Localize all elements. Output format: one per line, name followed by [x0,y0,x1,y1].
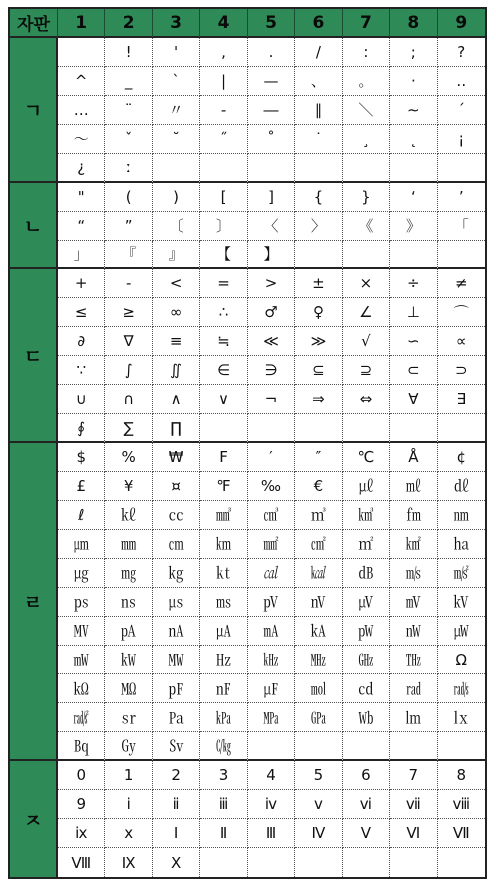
symbol-cell: ㎗ [438,472,485,501]
symbol-cell: ∨ [200,385,247,414]
symbol-cell: ＼ [343,96,390,125]
symbol-cell [343,414,390,443]
symbol-cell: ㎼ [438,617,485,646]
symbol-cell: " [58,183,105,212]
symbol-cell: % [105,443,152,472]
symbol-cell: ÷ [390,269,437,298]
symbol-cell: 『 [105,241,152,270]
symbol-cell: ㎋ [200,674,247,703]
symbol-cell: ¤ [153,472,200,501]
symbol-cell [438,732,485,761]
symbol-cell [295,154,342,183]
symbol-cell: ∝ [438,327,485,356]
symbol-cell: ㎲ [153,588,200,617]
symbol-cell: ㎚ [438,501,485,530]
symbol-cell: ㏅ [343,674,390,703]
symbol-cell: > [248,269,295,298]
symbol-cell: ¡ [438,125,485,154]
symbol-cell: ㎄ [295,617,342,646]
symbol-cell: ″ [295,443,342,472]
symbol-cell [438,848,485,877]
header-column-7: 7 [343,9,390,38]
symbol-cell: ㎢ [390,530,437,559]
symbol-cell: ∏ [153,414,200,443]
symbol-cell [438,154,485,183]
symbol-cell: ¿ [58,154,105,183]
symbol-cell: ; [390,38,437,67]
symbol-cell: ㎮ [438,674,485,703]
symbol-cell: £ [58,472,105,501]
symbol-cell: F [200,443,247,472]
symbol-cell: ℉ [200,472,247,501]
symbol-cell: ㏆ [200,732,247,761]
symbol-cell: ⊇ [343,356,390,385]
symbol-cell: ㎁ [153,617,200,646]
header-column-2: 2 [105,9,152,38]
symbol-cell: ㏖ [295,674,342,703]
symbol-cell: 〔 [153,212,200,241]
symbol-cell: “ [58,212,105,241]
symbol-cell: _ [105,67,152,96]
header-column-3: 3 [153,9,200,38]
symbol-cell: ㎾ [105,646,152,675]
symbol-cell: € [295,472,342,501]
symbol-cell: 1 [105,761,152,790]
symbol-cell: ¬ [248,385,295,414]
symbol-cell: ∇ [105,327,152,356]
symbol-cell: ♂ [248,298,295,327]
symbol-cell: ㎠ [295,530,342,559]
symbol-cell: ’ [438,183,485,212]
symbol-cell: 」 [58,241,105,270]
symbol-cell: ㏏ [200,559,247,588]
symbol-cell: ㎸ [438,588,485,617]
symbol-cell: $ [58,443,105,472]
symbol-cell [200,848,247,877]
symbol-cell: 』 [153,241,200,270]
symbol-cell: ⅲ [200,790,247,819]
symbol-cell: ㎫ [248,703,295,732]
symbol-cell: < [153,269,200,298]
symbol-cell: × [343,269,390,298]
symbol-cell: ㎛ [58,530,105,559]
symbol-cell: Ⅷ [58,848,105,877]
symbol-cell: ㎔ [390,646,437,675]
symbol-cell: ㎱ [105,588,152,617]
header-column-6: 6 [295,9,342,38]
symbol-cell: ∧ [153,385,200,414]
symbol-cell: Ⅸ [105,848,152,877]
symbol-cell: 0 [58,761,105,790]
symbol-cell: ㎓ [343,646,390,675]
symbol-cell: ⊆ [295,356,342,385]
symbol-cell: 〉 [295,212,342,241]
symbol-cell: ㎟ [248,530,295,559]
symbol-cell: ≪ [248,327,295,356]
symbol-cell: ㎝ [153,530,200,559]
symbol-cell: ㎥ [295,501,342,530]
symbol-cell: 】 [248,241,295,270]
symbol-cell: ㎳ [200,588,247,617]
symbol-cell: 【 [200,241,247,270]
symbol-cell: ㎜ [105,530,152,559]
symbol-cell: ∪ [58,385,105,414]
symbol-cell: ː [105,154,152,183]
symbol-cell: ⌒ [438,298,485,327]
symbol-cell: { [295,183,342,212]
symbol-cell: ㎯ [58,703,105,732]
symbol-cell: ℓ [58,501,105,530]
group-key-label: ㄱ [10,38,58,183]
symbol-cell: ㎏ [153,559,200,588]
symbol-cell: ㏈ [343,559,390,588]
symbol-cell [390,414,437,443]
symbol-cell: ∀ [390,385,437,414]
symbol-cell: 〈 [248,212,295,241]
symbol-cell: ㏝ [343,703,390,732]
symbol-cell: ㎩ [153,703,200,732]
symbol-cell: ⅹ [105,819,152,848]
symbol-cell: Ⅵ [390,819,437,848]
symbol-cell: ˝ [200,125,247,154]
symbol-cell: ㎤ [248,501,295,530]
header-column-4: 4 [200,9,247,38]
symbol-cell [200,414,247,443]
symbol-cell: ㎡ [343,530,390,559]
symbol-cell: Ⅲ [248,819,295,848]
symbol-cell: √ [343,327,390,356]
symbol-cell: ⅴ [295,790,342,819]
symbol-cell: 9 [58,790,105,819]
symbol-cell: ㎃ [248,617,295,646]
symbol-cell: ∵ [58,356,105,385]
symbol-cell: ∬ [153,356,200,385]
symbol-cell [200,154,247,183]
symbol-cell [390,732,437,761]
symbol-cell: ⅶ [390,790,437,819]
symbol-cell: ` [153,67,200,96]
symbol-cell: 〃 [153,96,200,125]
symbol-cell: ㎍ [58,559,105,588]
symbol-cell: ㎦ [343,501,390,530]
symbol-cell: ⇔ [343,385,390,414]
symbol-cell: 4 [248,761,295,790]
symbol-cell: - [200,96,247,125]
symbol-cell: ㎊ [153,674,200,703]
symbol-cell [248,732,295,761]
symbol-cell: ˛ [390,125,437,154]
symbol-cell: ∞ [153,298,200,327]
symbol-cell: ㎐ [200,646,247,675]
symbol-cell: — [248,67,295,96]
symbol-cell: ˙ [295,125,342,154]
group-key-label: ㄹ [10,443,58,761]
symbol-cell: ⅳ [248,790,295,819]
symbol-cell: ㎘ [105,501,152,530]
symbol-cell: ∋ [248,356,295,385]
symbol-cell: ⊂ [390,356,437,385]
symbol-cell: ㎕ [343,472,390,501]
group-key-label: ㄷ [10,269,58,443]
symbol-cell: 5 [295,761,342,790]
symbol-cell: ˚ [248,125,295,154]
symbol-cell: ¨ [105,96,152,125]
symbol-cell: + [58,269,105,298]
symbol-cell: : [343,38,390,67]
symbol-cell: ㎺ [343,617,390,646]
symbol-cell: - [105,269,152,298]
symbol-cell: 8 [438,761,485,790]
symbol-cell: ∫ [105,356,152,385]
symbol-cell: ∃ [438,385,485,414]
symbol-cell: ㎬ [295,703,342,732]
symbol-cell: ㏊ [438,530,485,559]
symbol-cell: 2 [153,761,200,790]
symbol-cell [390,154,437,183]
symbol-cell [438,241,485,270]
symbol-cell: . [248,38,295,67]
symbol-cell [58,38,105,67]
symbol-cell [248,848,295,877]
symbol-cell: ～ [58,125,105,154]
symbol-cell [438,414,485,443]
symbol-cell: ㏀ [58,674,105,703]
symbol-cell: 》 [390,212,437,241]
symbol-cell: Ⅰ [153,819,200,848]
symbol-cell: ∮ [58,414,105,443]
symbol-cell: ㎂ [200,617,247,646]
symbol-cell: ≒ [200,327,247,356]
symbol-cell: ㏃ [58,732,105,761]
symbol-cell: 。 [343,67,390,96]
symbol-cell: ㎎ [105,559,152,588]
symbol-cell: ˇ [105,125,152,154]
symbol-cell: ¢ [438,443,485,472]
symbol-cell: ⊥ [390,298,437,327]
symbol-cell: ㎧ [390,559,437,588]
symbol-cell: ' [153,38,200,67]
symbol-cell: ㎵ [295,588,342,617]
symbol-cell: ㏜ [153,732,200,761]
symbol-cell: ⊃ [438,356,485,385]
symbol-cell: ∂ [58,327,105,356]
symbol-cell: | [200,67,247,96]
symbol-cell: ㎉ [295,559,342,588]
symbol-cell [295,848,342,877]
symbol-cell: 3 [200,761,247,790]
symbol-cell [153,154,200,183]
symbol-cell: Ⅳ [295,819,342,848]
symbol-cell: ‥ [438,67,485,96]
symbol-cell: ㎖ [390,472,437,501]
symbol-cell: ⇒ [295,385,342,414]
symbol-cell: ㎈ [248,559,295,588]
symbol-cell: , [200,38,247,67]
symbol-cell [343,848,390,877]
symbol-cell: ≫ [295,327,342,356]
symbol-cell: ㎰ [58,588,105,617]
symbol-cell: ㎷ [390,588,437,617]
symbol-cell: ⅸ [58,819,105,848]
symbol-cell [390,241,437,270]
symbol-cell: 《 [343,212,390,241]
symbol-cell: ‘ [390,183,437,212]
symbol-cell: ≡ [153,327,200,356]
symbol-cell [343,154,390,183]
symbol-cell: ∠ [343,298,390,327]
symbol-cell: ) [153,183,200,212]
symbol-cell: Ⅱ [200,819,247,848]
symbol-cell: ^ [58,67,105,96]
symbol-cell: ( [105,183,152,212]
symbol-cell: ㏛ [105,703,152,732]
symbol-cell: ㏄ [153,501,200,530]
symbol-cell: [ [200,183,247,212]
symbol-cell: ∈ [200,356,247,385]
symbol-cell: … [58,96,105,125]
symbol-cell [390,848,437,877]
symbol-cell: ‰ [248,472,295,501]
symbol-cell [343,241,390,270]
header-column-9: 9 [438,9,485,38]
symbol-cell: ′ [248,443,295,472]
symbol-cell: ” [105,212,152,241]
symbol-cell [248,414,295,443]
symbol-cell [295,414,342,443]
symbol-cell: Ⅶ [438,819,485,848]
header-column-8: 8 [390,9,437,38]
symbol-cell: ∥ [295,96,342,125]
symbol-cell: } [343,183,390,212]
symbol-cell: ㎽ [58,646,105,675]
symbol-cell: ㎪ [200,703,247,732]
symbol-cell: ㎶ [343,588,390,617]
symbol-cell: Å [390,443,437,472]
symbol-cell: ㎌ [248,674,295,703]
symbol-cell: ¸ [343,125,390,154]
symbol-cell: Ⅴ [343,819,390,848]
symbol-cell: ㎣ [200,501,247,530]
symbol-cell: · [390,67,437,96]
symbol-cell: ≠ [438,269,485,298]
symbol-cell: ㏁ [105,674,152,703]
symbol-cell: ¥ [105,472,152,501]
symbol-cell: ∑ [105,414,152,443]
symbol-cell: ⅱ [153,790,200,819]
symbol-cell: ! [105,38,152,67]
symbol-cell [248,154,295,183]
symbol-keymap-table [8,7,487,879]
symbol-cell: ㎹ [58,617,105,646]
symbol-cell [295,732,342,761]
symbol-cell: 7 [390,761,437,790]
symbol-cell: ㏐ [390,703,437,732]
symbol-cell: ㎀ [105,617,152,646]
symbol-cell: ― [248,96,295,125]
symbol-cell: ㎿ [153,646,200,675]
symbol-cell: ⅰ [105,790,152,819]
header-column-1: 1 [58,9,105,38]
group-key-label: ㅈ [10,761,58,877]
symbol-cell: 、 [295,67,342,96]
symbol-cell: ㏓ [438,703,485,732]
symbol-cell: ? [438,38,485,67]
symbol-cell: ˘ [153,125,200,154]
symbol-cell: 6 [343,761,390,790]
header-keyboard-label: 자판 [10,9,58,38]
symbol-cell [343,732,390,761]
header-column-5: 5 [248,9,295,38]
symbol-cell: ⅵ [343,790,390,819]
symbol-cell: ´ [438,96,485,125]
symbol-cell: ㎙ [390,501,437,530]
symbol-cell: ㎻ [390,617,437,646]
symbol-cell: ₩ [153,443,200,472]
symbol-cell: ㏉ [105,732,152,761]
symbol-cell: Ⅹ [153,848,200,877]
symbol-cell: ㎞ [200,530,247,559]
symbol-cell: ⅷ [438,790,485,819]
symbol-cell: ㎒ [295,646,342,675]
symbol-cell: ∽ [390,327,437,356]
symbol-cell: Ω [438,646,485,675]
symbol-cell: 〕 [200,212,247,241]
symbol-cell: ] [248,183,295,212]
symbol-cell: ㎭ [390,674,437,703]
symbol-cell: ∩ [105,385,152,414]
symbol-cell [295,241,342,270]
group-key-label: ㄴ [10,183,58,270]
symbol-cell: / [295,38,342,67]
symbol-cell: ㎑ [248,646,295,675]
symbol-cell: ≥ [105,298,152,327]
symbol-cell: ≤ [58,298,105,327]
symbol-cell: = [200,269,247,298]
symbol-cell: ± [295,269,342,298]
symbol-cell: ㎨ [438,559,485,588]
symbol-cell: ♀ [295,298,342,327]
symbol-cell: 「 [438,212,485,241]
symbol-cell: ℃ [343,443,390,472]
symbol-cell: ㎴ [248,588,295,617]
symbol-cell: ∴ [200,298,247,327]
symbol-cell: ∼ [390,96,437,125]
